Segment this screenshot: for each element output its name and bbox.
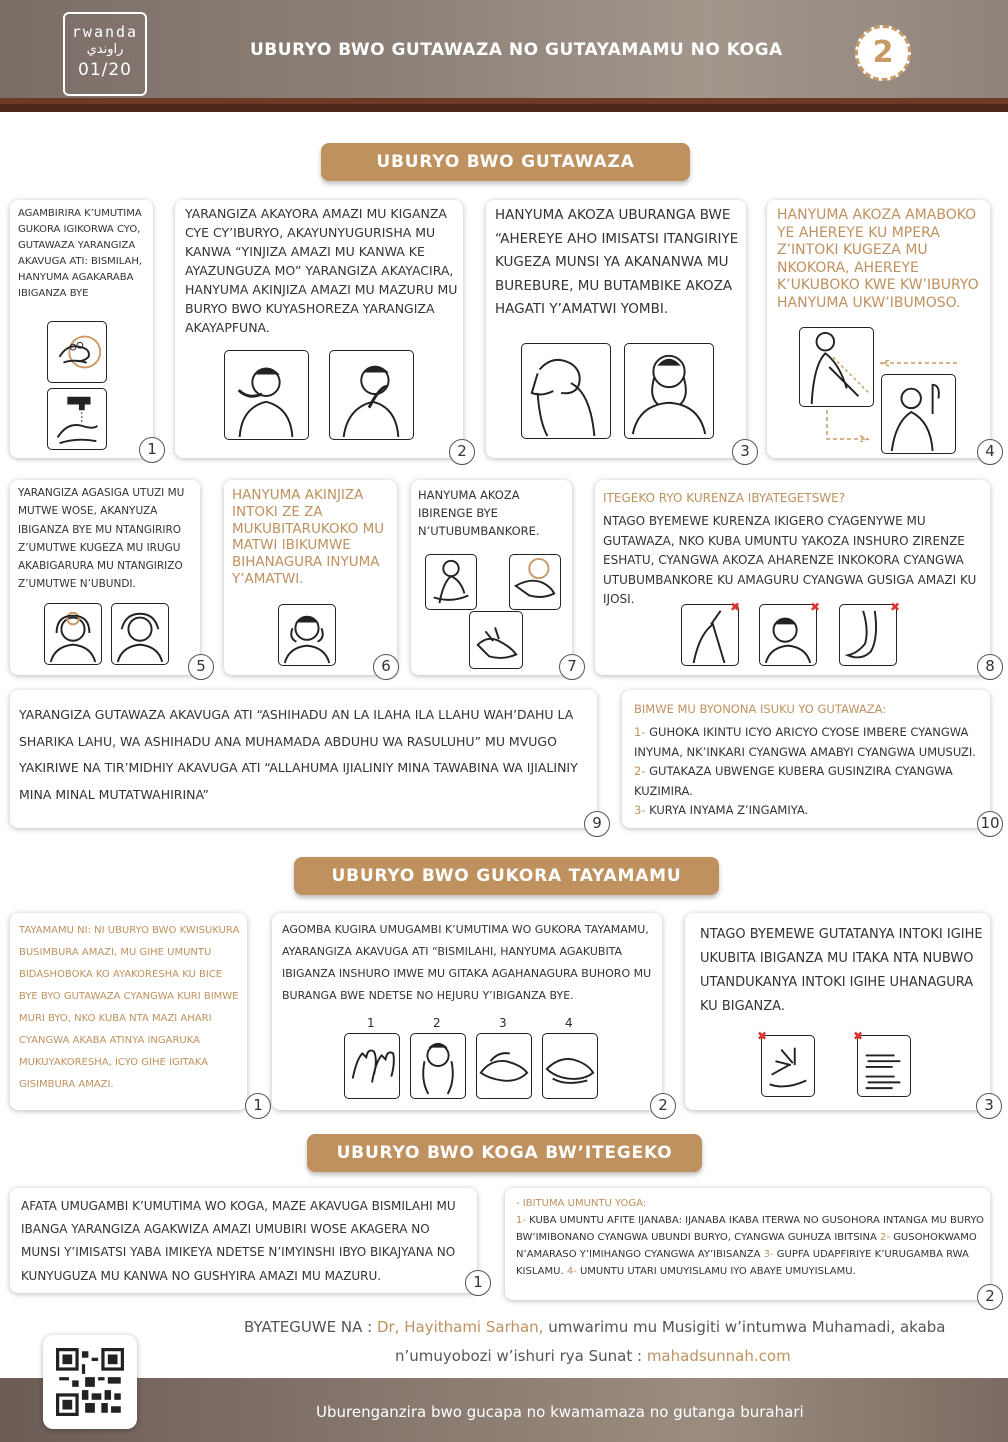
not-allowed-icon: ✖ xyxy=(810,600,821,614)
wudu-step-text-7: HANYUMA AKOZA IBIRENGE BYE N’UTUBUMBANKORE. xyxy=(418,488,540,538)
qr-code-icon xyxy=(56,1348,124,1416)
substep-label: 3 xyxy=(499,1016,507,1030)
hands-strike-illustration xyxy=(344,1033,400,1099)
copyright-text: Uburenganzira bwo gucapa no kwamamaza no gutanga burahari xyxy=(316,1403,804,1421)
credit-line xyxy=(244,1318,946,1336)
step-number-1: 1 xyxy=(465,1270,491,1296)
list-item-number: 1- xyxy=(634,725,646,739)
list-item-text: UMUNTU UTARI UMUYISLAMU IYO ABAYE UMUYISLAMU. xyxy=(579,1266,856,1277)
list-item xyxy=(634,723,988,762)
section-title-tayammum: UBURYO BWO GUKORA TAYAMAMU xyxy=(294,857,719,895)
ghusl-card-2 xyxy=(505,1188,995,1305)
wudu-step-text-3: HANYUMA AKOZA UBURANGA BWE “AHEREYE AHO IMISATSI ITANGIRIYE KUGEZA MUNSI YA AKANANWA MU BUREBURE, MU BUTAMBIKE AKOZA HAGATI Y’AMATWI YOMBI. xyxy=(495,207,739,317)
not-allowed-icon: ✖ xyxy=(890,600,901,614)
logo xyxy=(63,12,147,96)
face-wash-illustration-2 xyxy=(624,343,714,439)
not-allowed-icon: ✖ xyxy=(757,1029,768,1043)
face-wash-illustration-1 xyxy=(521,343,611,439)
faucet-illustration xyxy=(47,388,107,450)
spread-fingers-illustration xyxy=(761,1035,815,1097)
credit-line-2 xyxy=(395,1347,791,1365)
substep-label: 2 xyxy=(433,1016,441,1030)
section-title-ghusl: UBURYO BWO KOGA BW’ITEGEKO xyxy=(307,1134,702,1172)
ghusl-reasons-text xyxy=(516,1212,986,1280)
foot-wash-illustration-3 xyxy=(469,611,523,669)
logo-line1: rwanda xyxy=(71,23,139,41)
credit-website-link[interactable]: mahadsunnah.com xyxy=(646,1347,791,1365)
wudu-step-card-4 xyxy=(767,200,995,460)
hand-wipe-illustration-1 xyxy=(476,1033,532,1099)
handwash-illustration xyxy=(47,321,107,383)
wudu-rule-title: ITEGEKO RYO KURENZA IBYATEGETSWE? xyxy=(603,491,846,505)
wrong-leg-illustration xyxy=(839,604,897,666)
wudu-step-card-7 xyxy=(411,480,577,675)
not-allowed-icon: ✖ xyxy=(730,600,741,614)
step-number-8: 8 xyxy=(977,654,1003,680)
list-item-text: GUPFA UDAPFIRIYE K’URUGAMBA RWA KISLAMU. xyxy=(516,1249,969,1277)
substep-label: 1 xyxy=(367,1016,375,1030)
wudu-step-card-2 xyxy=(175,200,467,460)
list-item-text: KURYA INYAMA Z’INGAMIYA. xyxy=(649,803,809,817)
not-allowed-icon: ✖ xyxy=(853,1029,864,1043)
wudu-step-card-8 xyxy=(595,480,995,675)
step-number-5: 5 xyxy=(188,654,214,680)
step-number-10: 10 xyxy=(977,811,1003,837)
step-number-7: 7 xyxy=(559,654,585,680)
nose-rinse-illustration xyxy=(329,350,414,440)
head-wipe-illustration-1 xyxy=(44,603,102,665)
page-number-badge: 2 xyxy=(855,25,911,81)
substep-label: 4 xyxy=(565,1016,573,1030)
tayammum-card-2 xyxy=(272,913,668,1114)
list-item xyxy=(634,801,988,821)
head-wipe-illustration-2 xyxy=(111,603,169,665)
list-item-text: KUBA UMUNTU AFITE IJANABA: IJANABA IKABA ITERWA NO GUSOHORA INTANGA MU BURYO BW’IMIBONANO CYANGWA UBUNDI BURYO, CYANGWA GUHUZA IBITSINA xyxy=(516,1215,984,1243)
separate-hands-illustration xyxy=(857,1035,911,1097)
tayammum-text-2: AGOMBA KUGIRA UMUGAMBI K’UMUTIMA WO GUKORA TAYAMAMU, AYARANGIZA AKAVUGA ATI “BISMILAHI, HANYUMA AGAKUBITA IBIGANZA INSHURO IMWE MU GITAKA AGAHANAGURA BUHORO MU BURANGA BWE NDETSE NO HEJURU Y’IBIGANZA BYE. xyxy=(282,923,652,1002)
wudu-step-card-6 xyxy=(224,480,397,675)
step-number-9: 9 xyxy=(584,811,610,837)
mouth-rinse-illustration xyxy=(224,350,309,440)
section-title-wudu: UBURYO BWO GUTAWAZA xyxy=(321,143,690,181)
ghusl-card-1 xyxy=(10,1188,483,1293)
page-title: UBURYO BWO GUTAWAZA NO GUTAYAMAMU NO KOGA xyxy=(250,40,783,60)
wudu-step-text-5: YARANGIZA AGASIGA UTUZI MU MUTWE WOSE, AKANYUZA IBIGANZA BYE MU NTANGIRIRO Z’UMUTWE KUGEZA MU IRUGU AKABIGARURA MU NTANGIRIZO Z’UMUTWE N’UBUNDI. xyxy=(18,487,185,591)
credit-author: Dr, Hayithami Sarhan, xyxy=(376,1318,544,1336)
list-item-number: 2- xyxy=(634,764,646,778)
step-number-2: 2 xyxy=(650,1093,676,1119)
header-stripe-dark xyxy=(0,104,1008,112)
hand-wipe-illustration-2 xyxy=(542,1033,598,1099)
step-number-3: 3 xyxy=(732,439,758,465)
step-number-4: 4 xyxy=(977,439,1003,465)
list-item-text: GUHOKA IKINTU ICYO ARICYO CYOSE IMBERE CYANGWA INYUMA, NK’INKARI CYANGWA AMABYI CYANGWA UMUSUZI. xyxy=(634,725,976,759)
list-item-number: 3- xyxy=(763,1249,774,1260)
step-number-2: 2 xyxy=(449,439,475,465)
step-number-1: 1 xyxy=(245,1093,271,1119)
list-item xyxy=(634,762,988,801)
list-item-number: 3- xyxy=(634,803,646,817)
tayammum-card-3 xyxy=(685,913,994,1114)
step-number-6: 6 xyxy=(373,654,399,680)
tayammum-card-1 xyxy=(10,913,263,1114)
logo-line2: راوندي xyxy=(86,42,124,57)
credit-prefix: BYATEGUWE NA : xyxy=(244,1318,377,1336)
tayammum-text-1: TAYAMAMU NI: NI UBURYO BWO KWISUKURA BUSIMBURA AMAZI, MU GIHE UMUNTU BIDASHOBOKA KO AYAKORESHA KU BICE BYE BYO GUTAWAZA CYANGWA KURI BIMWE MURI BYO, NKO KUBA NTA MAZI AHARI CYANGWA AKABA ATINYA INGARUKA MUKUYAKORESHA, ICYO GIHE IGITAKA GISIMBURA AMAZI. xyxy=(19,925,240,1090)
wudu-step-card-5 xyxy=(10,480,206,675)
credit-line2-prefix: n’umuyobozi w’ishuri rya Sunat : xyxy=(395,1347,647,1365)
tayammum-text-3: NTAGO BYEMEWE GUTATANYA INTOKI IGIHE UKUBITA IBIGANZA MU ITAKA NTA NUBWO UTANDUKANYA INTOKI IGIHE UHANAGURA KU BIGANZA. xyxy=(700,927,983,1014)
foot-wash-illustration-2 xyxy=(509,554,561,610)
ghusl-reasons xyxy=(516,1195,986,1280)
foot-wash-illustration-1 xyxy=(425,554,477,610)
wudu-step-text-6: HANYUMA AKINJIZA INTOKI ZE ZA MUKUBITARUKOKO MU MATWI IBIKUMWE BIHANAGURA INYUMA Y’AMATWI. xyxy=(232,487,385,587)
wudu-step-card-1 xyxy=(10,200,157,458)
invalidators-title: BIMWE MU BYONONA ISUKU YO GUTAWAZA: xyxy=(634,702,887,716)
qr-code xyxy=(43,1335,137,1429)
wrong-neck-illustration xyxy=(759,604,817,666)
step-number-2: 2 xyxy=(977,1284,1003,1310)
invalidators-list xyxy=(634,723,988,821)
direction-arrows-icon xyxy=(819,360,959,442)
ear-wipe-illustration xyxy=(278,604,336,666)
wudu-step-text-4: HANYUMA AKOZA AMABOKO YE AHEREYE KU MPERA Z’INTOKI KUGEZA MU NKOKORA, AHEREYE K’UKUBOKO KWE KW’IBURYO HANYUMA UKW’IBUMOSO. xyxy=(777,207,979,311)
logo-line3: 01/20 xyxy=(78,60,132,80)
credit-rest: umwarimu mu Musigiti w’intumwa Muhamadi, akaba xyxy=(543,1318,946,1336)
ghusl-reasons-title: - IBITUMA UMUNTU YOGA: xyxy=(516,1198,647,1209)
list-item-number: 4- xyxy=(566,1266,577,1277)
wudu-step-card-9 xyxy=(10,690,602,832)
wudu-step-text-1: AGAMBIRIRA K’UMUTIMA GUKORA IGIKORWA CYO, GUTAWAZA YARANGIZA AKAVUGA ATI: BISMILAH, HANYUMA AGAKARABA IBIGANZA BYE xyxy=(18,208,143,299)
list-item-text: GUTAKAZA UBWENGE KUBERA GUSINZIRA CYANGWA KUZIMIRA. xyxy=(634,764,953,798)
face-wipe-illustration xyxy=(410,1033,466,1099)
step-number-1: 1 xyxy=(139,437,165,463)
wudu-step-card-3 xyxy=(486,200,750,460)
list-item-text: GUSOHOKWAMO N’AMARASO Y’IMIHANGO CYANGWA AY’IBISANZA xyxy=(516,1232,977,1260)
list-item-number: 2- xyxy=(880,1232,890,1243)
list-item-number: 1- xyxy=(516,1215,526,1226)
step-number-3: 3 xyxy=(976,1093,1002,1119)
wudu-step-text-8: NTAGO BYEMEWE KURENZA IKIGERO CYAGENYWE MU GUTAWAZA, NKO KUBA UMUNTU YAKOZA INSHURO ZIRENZE ESHATU, CYANGWA AKOZA AHARENZE INKOKORA CYANGWA UTUBUMBANKORE KU AMAGURU CYANGWA GUSIGA AMAZI KU IJOSI. xyxy=(603,514,977,606)
wudu-step-card-10 xyxy=(622,690,1000,832)
wudu-step-text-2: YARANGIZA AKAYORA AMAZI MU KIGANZA CYE CY’IBURYO, AKAYUNYUGURISHA MU KANWA “YINJIZA AMAZI MU KANWA KE AYAZUNGUZA MO” YARANGIZA AKAYACIRA, HANYUMA AKINJIZA AMAZI MU MAZURU MU BURYO BWO KUYASHOREZA YARANGIZA AKAYAPFUNA. xyxy=(185,206,458,335)
wudu-step-text-9: YARANGIZA GUTAWAZA AKAVUGA ATI “ASHIHADU AN LA ILAHA ILA LLAHU WAH’DAHU LA SHARIKA LAHU, WA ASHIHADU ANA MUHAMADA ABDUHU WA RASULUHU” MU MVUGO YAKIRIWE NA TIR’MIDHIY AKAVUGA ATI “ALLAHUMA IJIALINIY MINA TAWABINA WA IJIALINIY MINA MINAL MUTATWAHIRINA” xyxy=(19,707,578,802)
ghusl-text-1: AFATA UMUGAMBI K’UMUTIMA WO KOGA, MAZE AKAVUGA BISMILAHI MU IBANGA YARANGIZA AGAKWIZA AMAZI UMUBIRI WOSE AKAGERA NO MUNSI Y’IMISATSI YABA IMIKEYA NDETSE N’IMYINSHI IBYO BIKAJYANA NO KUNYUGUZA MU KANWA NO GUSHYIRA AMAZI MU MAZURU. xyxy=(21,1199,456,1283)
